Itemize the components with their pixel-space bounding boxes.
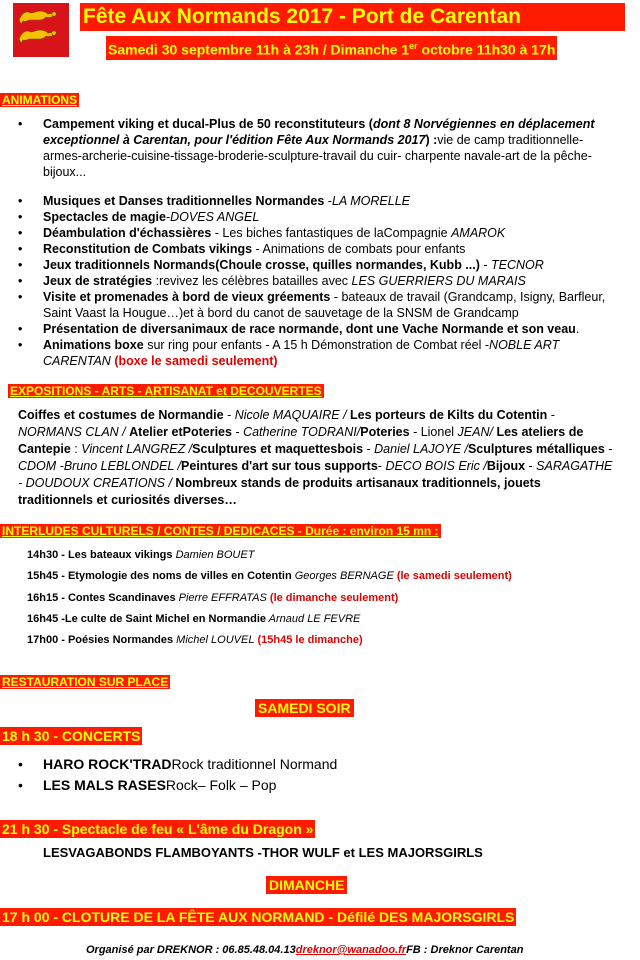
list-item: • Jeux traditionnels Normands(Choule crosse, quilles normandes, Kubb ...) - TECNOR	[18, 257, 618, 273]
interludes-heading: INTERLUDES CULTURELS / CONTES / DEDICACES - Durée : environ 15 mn :	[2, 524, 439, 538]
expo-text-part: - Lionel	[409, 425, 458, 439]
concerts-heading: 18 h 30 - CONCERTS	[2, 728, 141, 744]
list-item: • Jeux de stratégies :revivez les célèbres batailles avec LES GUERRIERS DU MARAIS	[18, 273, 618, 289]
list-item: • Musiques et Danses traditionnelles Normandes -LA MORELLE	[18, 193, 618, 209]
expo-text-part: Les ateliers de Cantepie	[18, 425, 584, 456]
list-item: • Campement viking et ducal-Plus de 50 reconstituteurs (dont 8 Norvégiennes en déplacement exceptionnel à Carentan, pour l'édition Fête Aux Normands 2017) :vie de camp traditionnelle-armes-archerie-cuisine-tissage-broderie-sculpture-travail du cuir- charpente navale-art de la pêche-bijoux...	[18, 116, 618, 180]
animations-list	[18, 116, 618, 180]
spectacle-heading: 21 h 30 - Spectacle de feu « L'âme du Dragon »	[2, 821, 314, 837]
expo-text-part: -	[231, 425, 244, 439]
list-item: • Déambulation d'échassières - Les biches fantastiques de laCompagnie AMAROK	[18, 225, 618, 241]
closing-heading: 17 h 00 - CLOTURE DE LA FÊTE AUX NORMAND - Défilé DES MAJORSGIRLS	[2, 909, 515, 925]
interlude-row: 15h45 - Etymologie des noms de villes en Cotentin Georges BERNAGE (le samedi seulement)	[27, 570, 512, 582]
expo-text-part: Sculptures métalliques	[467, 442, 605, 456]
expo-text-part: SARAGATHE - DOUDOUX CREATIONS /	[18, 459, 613, 490]
expo-text-part: Catherine TODRANI/	[243, 425, 361, 439]
expo-text-part: DECO BOIS Eric /	[385, 459, 487, 473]
expo-text-part: Daniel LAJOYE /	[374, 442, 468, 456]
list-item: • LES MALS RASESRock– Folk – Pop	[18, 775, 598, 796]
expo-text-part: NORMANS CLAN /	[18, 425, 130, 439]
expo-text-part: -	[547, 408, 555, 422]
email-link[interactable]: dreknor@wanadoo.fr	[295, 944, 407, 956]
expo-text-part: Sculptures et maquettesbois	[192, 442, 364, 456]
expo-text-part: JEAN/	[457, 425, 497, 439]
expo-text-part: CDOM -Bruno LEBLONDEL /	[18, 459, 182, 473]
event-dates: Samedi 30 septembre 11h à 23h / Dimanche 1er octobre 11h30 à 17h	[106, 36, 557, 60]
interlude-row: 16h45 -Le culte de Saint Michel en Normandie Arnaud LE FEVRE	[27, 613, 361, 625]
expo-text-part: Peintures d'art sur tous supports	[181, 459, 378, 473]
list-item: • Reconstitution de Combats vikings - Animations de combats pour enfants	[18, 241, 618, 257]
expo-text-part: -	[377, 459, 386, 473]
animations-list-2	[18, 193, 618, 369]
normandy-flag-icon	[13, 3, 69, 57]
footer: Organisé par DREKNOR : 06.85.48.04.13dreknor@wanadoo.frFB : Dreknor Carentan	[86, 944, 524, 956]
expo-text-part: -	[604, 442, 613, 456]
interlude-row: 16h15 - Contes Scandinaves Pierre EFFRATAS (le dimanche seulement)	[27, 592, 399, 604]
list-item: • Visite et promenades à bord de vieux gréements - bateaux de travail (Grandcamp, Isigny, Barfleur, Saint Vaast la Hougue…)et à bord du canot de sauvetage de la SNSM de Grandcamp	[18, 289, 618, 321]
expo-text-part: Nicole MAQUAIRE /	[234, 408, 351, 422]
expo-text-part: -	[363, 442, 375, 456]
expo-text-part: :	[70, 442, 82, 456]
expositions-text	[18, 407, 618, 509]
samedi-soir-heading: SAMEDI SOIR	[255, 699, 354, 717]
list-item: • Animations boxe sur ring pour enfants - A 15 h Démonstration de Combat réel -NOBLE ART CARENTAN (boxe le samedi seulement)	[18, 337, 618, 369]
expo-text-part: -	[223, 408, 235, 422]
expo-text-part: Les porteurs de Kilts du Cotentin	[350, 408, 548, 422]
expo-text-part: Poteries	[360, 425, 410, 439]
list-item: • Présentation de diversanimaux de race normande, dont une Vache Normande et son veau.	[18, 321, 618, 337]
animations-heading: ANIMATIONS	[2, 93, 78, 107]
expositions-heading: EXPOSITIONS - ARTS - ARTISANAT et DECOUVERTES	[10, 384, 322, 398]
spectacle-text: LESVAGABONDS FLAMBOYANTS -THOR WULF et LES MAJORSGIRLS	[43, 845, 483, 860]
dimanche-heading: DIMANCHE	[266, 876, 347, 894]
page-title: Fête Aux Normands 2017 - Port de Carentan	[83, 5, 522, 28]
expo-text-part: -	[525, 459, 537, 473]
interlude-row: 17h00 - Poésies Normandes Michel LOUVEL (15h45 le dimanche)	[27, 634, 363, 646]
expo-text-part: Atelier etPoteries	[129, 425, 232, 439]
interlude-row: 14h30 - Les bateaux vikings Damien BOUET	[27, 549, 255, 561]
expo-text-part: Coiffes et costumes de Normandie	[18, 408, 224, 422]
concerts-list	[18, 754, 598, 796]
list-item: • Spectacles de magie-DOVES ANGEL	[18, 209, 618, 225]
expo-text-part: Nombreux stands de produits artisanaux traditionnels, jouets traditionnels et curiosités diverses…	[18, 476, 541, 507]
expo-text-part: Vincent LANGREZ /	[81, 442, 193, 456]
expo-text-part: Bijoux	[486, 459, 526, 473]
list-item: • HARO ROCK'TRADRock traditionnel Normand	[18, 754, 598, 775]
restauration-heading: RESTAURATION SUR PLACE	[2, 675, 169, 689]
